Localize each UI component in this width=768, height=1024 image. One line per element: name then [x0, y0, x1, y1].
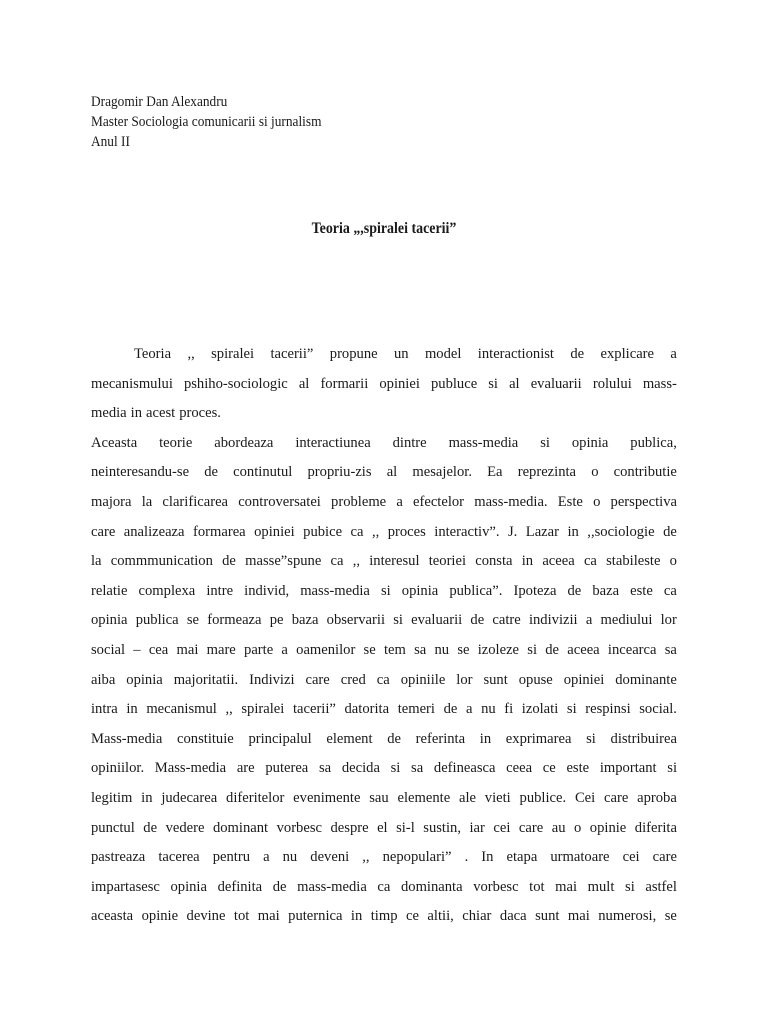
author-header	[91, 92, 321, 152]
body-line: aceasta opinie devine tot mai puternica in timp ce altii, chiar daca sunt mai numerosi, se	[91, 908, 677, 925]
body-line: Mass-media constituie principalul element de referinta in exprimarea si distribuirea	[91, 730, 677, 747]
document-title: Teoria „,spiralei tacerii”	[311, 220, 457, 237]
body-line: punctul de vedere dominant vorbesc despre el si-l sustin, iar cei care au o opinie diferita	[91, 819, 677, 836]
body-line: social – cea mai mare parte a oamenilor se tem sa nu se izoleze si de aceea incearca sa	[91, 641, 677, 658]
body-line: relatie complexa intre individ, mass-media si opinia publica”. Ipoteza de baza este ca	[91, 582, 677, 599]
body-line: legitim in judecarea diferitelor evenimente sau elemente ale vieti publice. Cei care aproba	[91, 789, 677, 806]
study-year: Anul II	[91, 134, 130, 150]
body-line: Teoria ,, spiralei tacerii” propune un model interactionist de explicare a	[134, 346, 677, 362]
body-line: media in acest proces.	[91, 405, 221, 422]
body-line: care analizeaza formarea opiniei pubice ca ,, proces interactiv”. J. Lazar in ,,sociologie de	[91, 523, 677, 540]
body-line: majora la clarificarea controversatei probleme a efectelor mass-media. Este o perspectiva	[91, 493, 677, 510]
body-line: pastreaza tacerea pentru a nu deveni ,, nepopulari” . In etapa urmatoare cei care	[91, 849, 677, 866]
body-line: opiniilor. Mass-media are puterea sa decida si sa defineasca ceea ce este important si	[91, 760, 677, 777]
body-line: Aceasta teorie abordeaza interactiunea dintre mass-media si opinia publica,	[91, 434, 677, 451]
body-line: la commmunication de masse”spune ca ,, interesul teoriei consta in aceea ca stabileste o	[91, 553, 677, 570]
body-line: neinteresandu-se de continutul propriu-zis al mesajelor. Ea reprezinta o contributie	[91, 464, 677, 481]
body-line: aiba opinia majoritatii. Indivizi care cred ca opiniile lor sunt opuse opiniei dominante	[91, 671, 677, 688]
program-name: Master Sociologia comunicarii si jurnalism	[91, 114, 322, 130]
body-line: opinia publica se formeaza pe baza observarii si evaluarii de catre indivizii a mediului lor	[91, 612, 677, 629]
author-name: Dragomir Dan Alexandru	[91, 94, 228, 110]
body-line: intra in mecanismul ,, spiralei tacerii” datorita temeri de a nu fi izolati si respinsi social.	[91, 701, 677, 718]
body-line: mecanismului pshiho-sociologic al formarii opiniei publuce si al evaluarii rolului mass-	[91, 375, 677, 392]
body-text	[91, 340, 677, 932]
body-line: impartasesc opinia definita de mass-media ca dominanta vorbesc tot mai mult si astfel	[91, 878, 677, 895]
